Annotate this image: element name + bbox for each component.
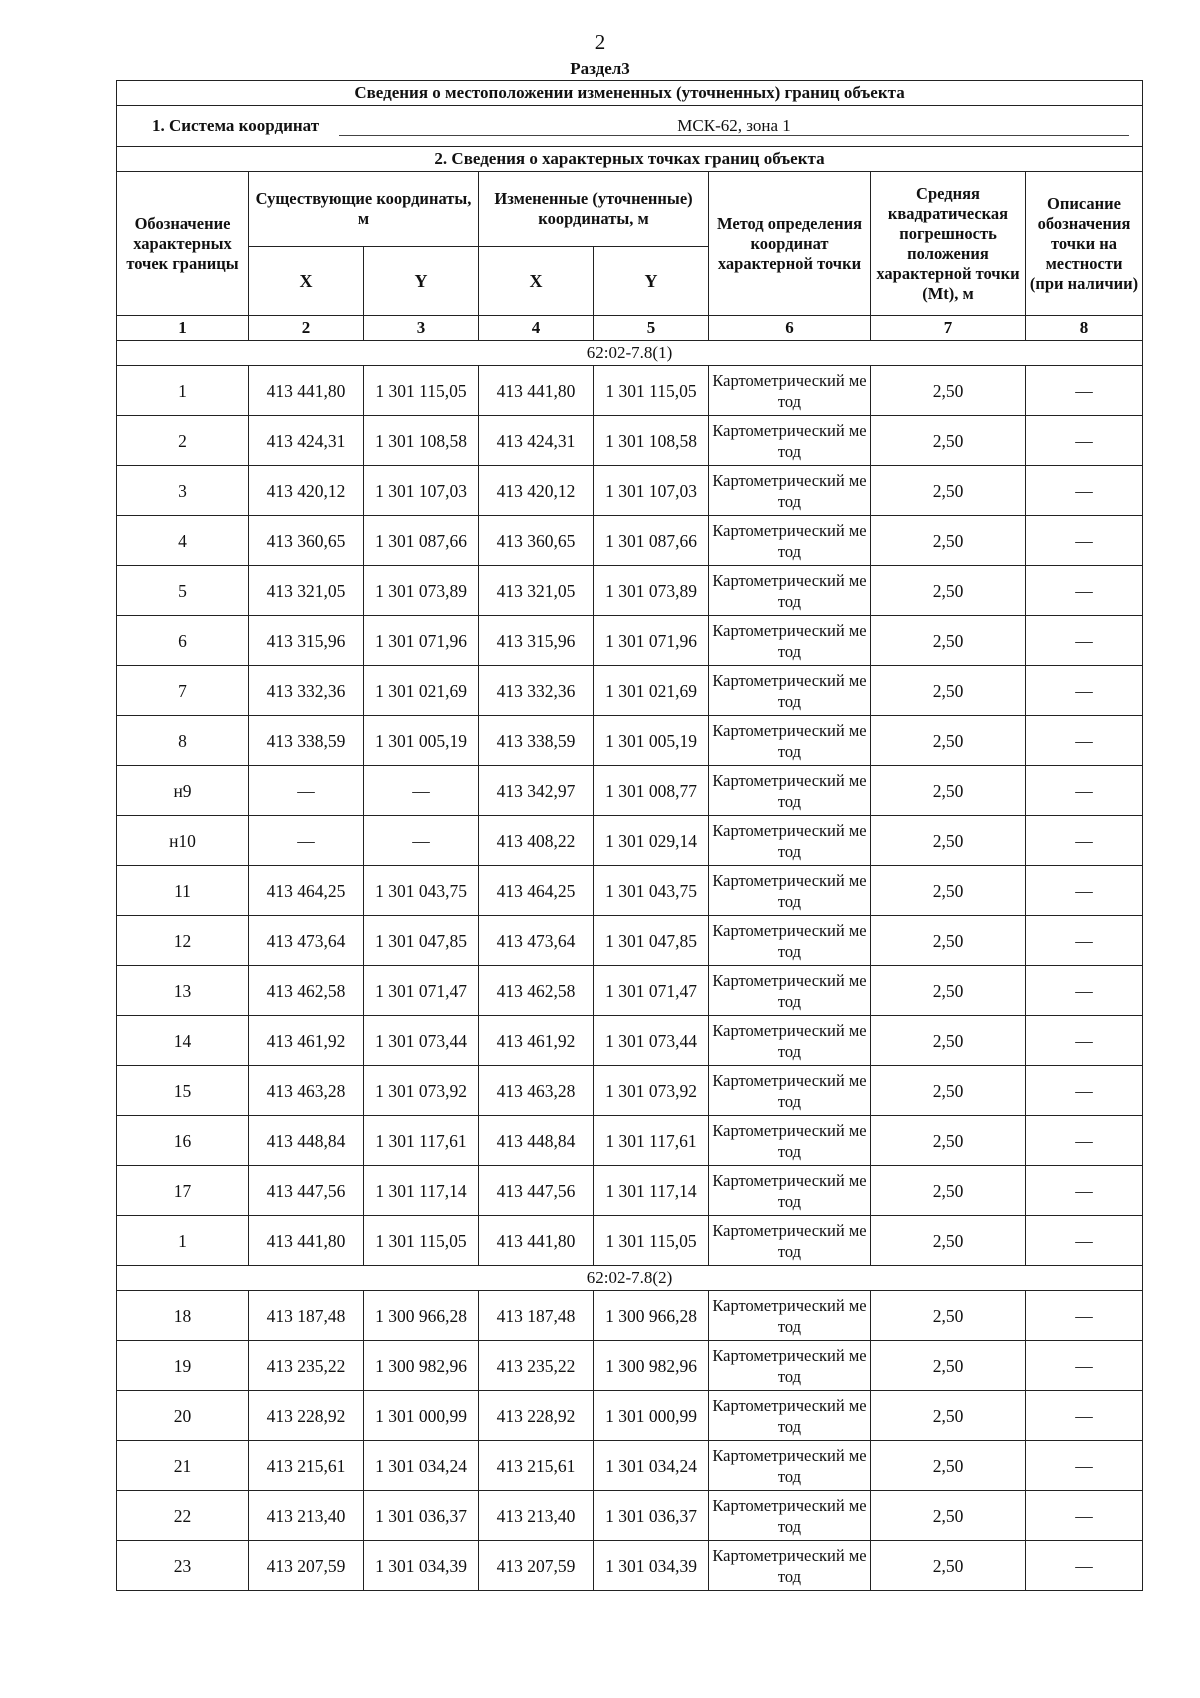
table-row [117, 1541, 1143, 1591]
method-cell: Картометрический метод [709, 616, 871, 666]
description-cell: — [1026, 1391, 1143, 1441]
error-cell: 2,50 [871, 1341, 1026, 1391]
point-cell: 17 [117, 1166, 249, 1216]
description-cell: — [1026, 1541, 1143, 1591]
method-cell: Картометрический метод [709, 1216, 871, 1266]
point-cell: 20 [117, 1391, 249, 1441]
changed-y-cell: 1 301 034,39 [594, 1541, 709, 1591]
column-number: 5 [594, 316, 709, 341]
table-row [117, 1391, 1143, 1441]
table-row [117, 1491, 1143, 1541]
existing-x-cell: 413 332,36 [249, 666, 364, 716]
changed-y-cell: 1 301 117,61 [594, 1116, 709, 1166]
existing-x-cell: — [249, 766, 364, 816]
column-number: 7 [871, 316, 1026, 341]
method-cell: Картометрический метод [709, 716, 871, 766]
changed-y-cell: 1 301 021,69 [594, 666, 709, 716]
table-row [117, 1441, 1143, 1491]
changed-y-cell: 1 301 043,75 [594, 866, 709, 916]
point-cell: 1 [117, 366, 249, 416]
description-cell: — [1026, 1291, 1143, 1341]
existing-y-cell: 1 301 071,47 [364, 966, 479, 1016]
changed-x-cell: 413 213,40 [479, 1491, 594, 1541]
changed-x-cell: 413 215,61 [479, 1441, 594, 1491]
method-cell: Картометрический метод [709, 1341, 871, 1391]
column-numbers-row [117, 316, 1143, 341]
existing-y-cell: 1 301 073,89 [364, 566, 479, 616]
table-row [117, 916, 1143, 966]
existing-x-cell: 413 315,96 [249, 616, 364, 666]
table-row [117, 1216, 1143, 1266]
changed-x-cell: 413 332,36 [479, 666, 594, 716]
error-cell: 2,50 [871, 1016, 1026, 1066]
section-title: Раздел3 [570, 59, 630, 78]
error-cell: 2,50 [871, 866, 1026, 916]
error-cell: 2,50 [871, 916, 1026, 966]
changed-x-cell: 413 420,12 [479, 466, 594, 516]
changed-y-cell: 1 301 087,66 [594, 516, 709, 566]
existing-y-cell: 1 300 966,28 [364, 1291, 479, 1341]
changed-x-cell: 413 321,05 [479, 566, 594, 616]
description-cell: — [1026, 516, 1143, 566]
method-cell: Картометрический метод [709, 666, 871, 716]
error-cell: 2,50 [871, 816, 1026, 866]
point-cell: н10 [117, 816, 249, 866]
method-cell: Картометрический метод [709, 1491, 871, 1541]
error-cell: 2,50 [871, 1391, 1026, 1441]
existing-y-cell: 1 301 034,39 [364, 1541, 479, 1591]
existing-x-cell: 413 228,92 [249, 1391, 364, 1441]
error-cell: 2,50 [871, 516, 1026, 566]
table-row [117, 616, 1143, 666]
header-point: Обозначение характерных точек границы [117, 172, 249, 316]
changed-x-cell: 413 338,59 [479, 716, 594, 766]
changed-y-cell: 1 301 073,89 [594, 566, 709, 616]
existing-x-cell: 413 447,56 [249, 1166, 364, 1216]
table-row [117, 416, 1143, 466]
error-cell: 2,50 [871, 1116, 1026, 1166]
boundary-points-table [116, 80, 1143, 1591]
point-cell: 22 [117, 1491, 249, 1541]
description-cell: — [1026, 616, 1143, 666]
description-cell: — [1026, 466, 1143, 516]
changed-y-cell: 1 301 115,05 [594, 1216, 709, 1266]
changed-y-cell: 1 300 982,96 [594, 1341, 709, 1391]
existing-x-cell: 413 360,65 [249, 516, 364, 566]
point-cell: н9 [117, 766, 249, 816]
changed-x-cell: 413 235,22 [479, 1341, 594, 1391]
table-row [117, 766, 1143, 816]
existing-x-cell: 413 448,84 [249, 1116, 364, 1166]
table-row [117, 1066, 1143, 1116]
changed-x-cell: 413 228,92 [479, 1391, 594, 1441]
column-number: 6 [709, 316, 871, 341]
changed-y-cell: 1 301 108,58 [594, 416, 709, 466]
description-cell: — [1026, 766, 1143, 816]
header-existing-y: Y [364, 247, 479, 316]
changed-x-cell: 413 441,80 [479, 1216, 594, 1266]
changed-y-cell: 1 300 966,28 [594, 1291, 709, 1341]
existing-y-cell: 1 301 115,05 [364, 366, 479, 416]
existing-x-cell: 413 420,12 [249, 466, 364, 516]
changed-x-cell: 413 462,58 [479, 966, 594, 1016]
point-cell: 15 [117, 1066, 249, 1116]
changed-x-cell: 413 447,56 [479, 1166, 594, 1216]
point-cell: 4 [117, 516, 249, 566]
point-cell: 6 [117, 616, 249, 666]
changed-x-cell: 413 424,31 [479, 416, 594, 466]
table-row [117, 566, 1143, 616]
method-cell: Картометрический метод [709, 1391, 871, 1441]
error-cell: 2,50 [871, 466, 1026, 516]
changed-y-cell: 1 301 107,03 [594, 466, 709, 516]
description-cell: — [1026, 966, 1143, 1016]
changed-x-cell: 413 461,92 [479, 1016, 594, 1066]
header-changed-x: X [479, 247, 594, 316]
method-cell: Картометрический метод [709, 416, 871, 466]
point-cell: 16 [117, 1116, 249, 1166]
point-cell: 2 [117, 416, 249, 466]
coord-system-row [117, 106, 1143, 147]
method-cell: Картометрический метод [709, 566, 871, 616]
header-existing-x: X [249, 247, 364, 316]
error-cell: 2,50 [871, 766, 1026, 816]
table-row [117, 1341, 1143, 1391]
description-cell: — [1026, 1116, 1143, 1166]
description-cell: — [1026, 1441, 1143, 1491]
existing-x-cell: 413 464,25 [249, 866, 364, 916]
changed-x-cell: 413 473,64 [479, 916, 594, 966]
column-number: 4 [479, 316, 594, 341]
existing-y-cell: 1 301 021,69 [364, 666, 479, 716]
changed-y-cell: 1 301 034,24 [594, 1441, 709, 1491]
changed-x-cell: 413 464,25 [479, 866, 594, 916]
existing-y-cell: 1 301 071,96 [364, 616, 479, 666]
main-title: Сведения о местоположении измененных (уточненных) границ объекта [117, 81, 1143, 106]
error-cell: 2,50 [871, 616, 1026, 666]
point-cell: 1 [117, 1216, 249, 1266]
method-cell: Картометрический метод [709, 1441, 871, 1491]
description-cell: — [1026, 1491, 1143, 1541]
table-row [117, 1116, 1143, 1166]
method-cell: Картометрический метод [709, 966, 871, 1016]
changed-x-cell: 413 448,84 [479, 1116, 594, 1166]
group-row [117, 341, 1143, 366]
changed-y-cell: 1 301 073,92 [594, 1066, 709, 1116]
point-cell: 3 [117, 466, 249, 516]
point-cell: 7 [117, 666, 249, 716]
method-cell: Картометрический метод [709, 1066, 871, 1116]
changed-y-cell: 1 301 115,05 [594, 366, 709, 416]
point-cell: 8 [117, 716, 249, 766]
existing-x-cell: 413 424,31 [249, 416, 364, 466]
table-row [117, 466, 1143, 516]
existing-x-cell: 413 441,80 [249, 366, 364, 416]
method-cell: Картометрический метод [709, 766, 871, 816]
changed-y-cell: 1 301 071,96 [594, 616, 709, 666]
method-cell: Картометрический метод [709, 916, 871, 966]
point-cell: 12 [117, 916, 249, 966]
coord-system-cell [117, 106, 1143, 147]
changed-x-cell: 413 441,80 [479, 366, 594, 416]
column-number: 1 [117, 316, 249, 341]
header-description: Описание обозначения точки на местности (при наличии) [1026, 172, 1143, 316]
method-cell: Картометрический метод [709, 1116, 871, 1166]
changed-y-cell: 1 301 005,19 [594, 716, 709, 766]
header-method: Метод определения координат характерной точки [709, 172, 871, 316]
method-cell: Картометрический метод [709, 816, 871, 866]
group-label: 62:02-7.8(2) [117, 1266, 1143, 1291]
error-cell: 2,50 [871, 416, 1026, 466]
description-cell: — [1026, 1216, 1143, 1266]
existing-y-cell: 1 301 087,66 [364, 516, 479, 566]
existing-x-cell: 413 473,64 [249, 916, 364, 966]
error-cell: 2,50 [871, 1491, 1026, 1541]
page-number: 2 [594, 30, 606, 54]
existing-y-cell: 1 300 982,96 [364, 1341, 479, 1391]
existing-y-cell: 1 301 047,85 [364, 916, 479, 966]
existing-x-cell: 413 338,59 [249, 716, 364, 766]
existing-x-cell: — [249, 816, 364, 866]
table-row [117, 716, 1143, 766]
existing-x-cell: 413 463,28 [249, 1066, 364, 1116]
description-cell: — [1026, 716, 1143, 766]
column-number: 3 [364, 316, 479, 341]
existing-y-cell: 1 301 117,14 [364, 1166, 479, 1216]
method-cell: Картометрический метод [709, 366, 871, 416]
existing-y-cell: 1 301 036,37 [364, 1491, 479, 1541]
description-cell: — [1026, 1016, 1143, 1066]
point-cell: 21 [117, 1441, 249, 1491]
description-cell: — [1026, 816, 1143, 866]
existing-x-cell: 413 321,05 [249, 566, 364, 616]
method-cell: Картометрический метод [709, 1166, 871, 1216]
description-cell: — [1026, 566, 1143, 616]
changed-x-cell: 413 315,96 [479, 616, 594, 666]
changed-x-cell: 413 408,22 [479, 816, 594, 866]
header-existing: Существующие координаты, м [249, 172, 479, 247]
header-row-1 [117, 172, 1143, 247]
group-label: 62:02-7.8(1) [117, 341, 1143, 366]
description-cell: — [1026, 1341, 1143, 1391]
method-cell: Картометрический метод [709, 466, 871, 516]
existing-y-cell: 1 301 073,92 [364, 1066, 479, 1116]
subsection-title: 2. Сведения о характерных точках границ объекта [117, 147, 1143, 172]
changed-x-cell: 413 463,28 [479, 1066, 594, 1116]
method-cell: Картометрический метод [709, 516, 871, 566]
changed-y-cell: 1 301 029,14 [594, 816, 709, 866]
header-changed-y: Y [594, 247, 709, 316]
existing-x-cell: 413 207,59 [249, 1541, 364, 1591]
existing-y-cell: 1 301 043,75 [364, 866, 479, 916]
coord-system-label: 1. Система координат [151, 116, 320, 135]
header-changed: Измененные (уточненные) координаты, м [479, 172, 709, 247]
error-cell: 2,50 [871, 1541, 1026, 1591]
existing-y-cell: 1 301 107,03 [364, 466, 479, 516]
existing-y-cell: 1 301 108,58 [364, 416, 479, 466]
point-cell: 18 [117, 1291, 249, 1341]
description-cell: — [1026, 1066, 1143, 1116]
subsection-title-row [117, 147, 1143, 172]
table-row [117, 966, 1143, 1016]
existing-y-cell: 1 301 073,44 [364, 1016, 479, 1066]
changed-x-cell: 413 207,59 [479, 1541, 594, 1591]
description-cell: — [1026, 916, 1143, 966]
changed-y-cell: 1 301 036,37 [594, 1491, 709, 1541]
changed-y-cell: 1 301 000,99 [594, 1391, 709, 1441]
changed-y-cell: 1 301 008,77 [594, 766, 709, 816]
description-cell: — [1026, 666, 1143, 716]
existing-x-cell: 413 215,61 [249, 1441, 364, 1491]
point-cell: 19 [117, 1341, 249, 1391]
table-row [117, 1166, 1143, 1216]
table-row [117, 666, 1143, 716]
existing-x-cell: 413 461,92 [249, 1016, 364, 1066]
existing-y-cell: 1 301 115,05 [364, 1216, 479, 1266]
main-title-row [117, 81, 1143, 106]
changed-y-cell: 1 301 073,44 [594, 1016, 709, 1066]
description-cell: — [1026, 366, 1143, 416]
changed-y-cell: 1 301 047,85 [594, 916, 709, 966]
error-cell: 2,50 [871, 366, 1026, 416]
point-cell: 5 [117, 566, 249, 616]
column-number: 2 [249, 316, 364, 341]
changed-x-cell: 413 342,97 [479, 766, 594, 816]
point-cell: 14 [117, 1016, 249, 1066]
error-cell: 2,50 [871, 1166, 1026, 1216]
existing-x-cell: 413 441,80 [249, 1216, 364, 1266]
error-cell: 2,50 [871, 716, 1026, 766]
point-cell: 23 [117, 1541, 249, 1591]
table-row [117, 366, 1143, 416]
point-cell: 13 [117, 966, 249, 1016]
coord-system-value: МСК-62, зона 1 [339, 117, 1129, 136]
changed-x-cell: 413 187,48 [479, 1291, 594, 1341]
table-row [117, 816, 1143, 866]
method-cell: Картометрический метод [709, 866, 871, 916]
group-row [117, 1266, 1143, 1291]
column-number: 8 [1026, 316, 1143, 341]
table-row [117, 866, 1143, 916]
method-cell: Картометрический метод [709, 1541, 871, 1591]
header-error: Средняя квадратическая погрешность положения характерной точки (Mt), м [871, 172, 1026, 316]
existing-y-cell: 1 301 034,24 [364, 1441, 479, 1491]
method-cell: Картометрический метод [709, 1016, 871, 1066]
table-row [117, 1291, 1143, 1341]
error-cell: 2,50 [871, 1216, 1026, 1266]
error-cell: 2,50 [871, 1066, 1026, 1116]
error-cell: 2,50 [871, 666, 1026, 716]
method-cell: Картометрический метод [709, 1291, 871, 1341]
error-cell: 2,50 [871, 966, 1026, 1016]
existing-y-cell: — [364, 816, 479, 866]
existing-x-cell: 413 213,40 [249, 1491, 364, 1541]
existing-y-cell: 1 301 117,61 [364, 1116, 479, 1166]
existing-y-cell: 1 301 005,19 [364, 716, 479, 766]
table-row [117, 516, 1143, 566]
description-cell: — [1026, 1166, 1143, 1216]
error-cell: 2,50 [871, 1291, 1026, 1341]
changed-y-cell: 1 301 071,47 [594, 966, 709, 1016]
existing-y-cell: — [364, 766, 479, 816]
description-cell: — [1026, 416, 1143, 466]
existing-x-cell: 413 462,58 [249, 966, 364, 1016]
existing-x-cell: 413 235,22 [249, 1341, 364, 1391]
error-cell: 2,50 [871, 1441, 1026, 1491]
changed-y-cell: 1 301 117,14 [594, 1166, 709, 1216]
table-row [117, 1016, 1143, 1066]
changed-x-cell: 413 360,65 [479, 516, 594, 566]
existing-y-cell: 1 301 000,99 [364, 1391, 479, 1441]
description-cell: — [1026, 866, 1143, 916]
point-cell: 11 [117, 866, 249, 916]
existing-x-cell: 413 187,48 [249, 1291, 364, 1341]
error-cell: 2,50 [871, 566, 1026, 616]
